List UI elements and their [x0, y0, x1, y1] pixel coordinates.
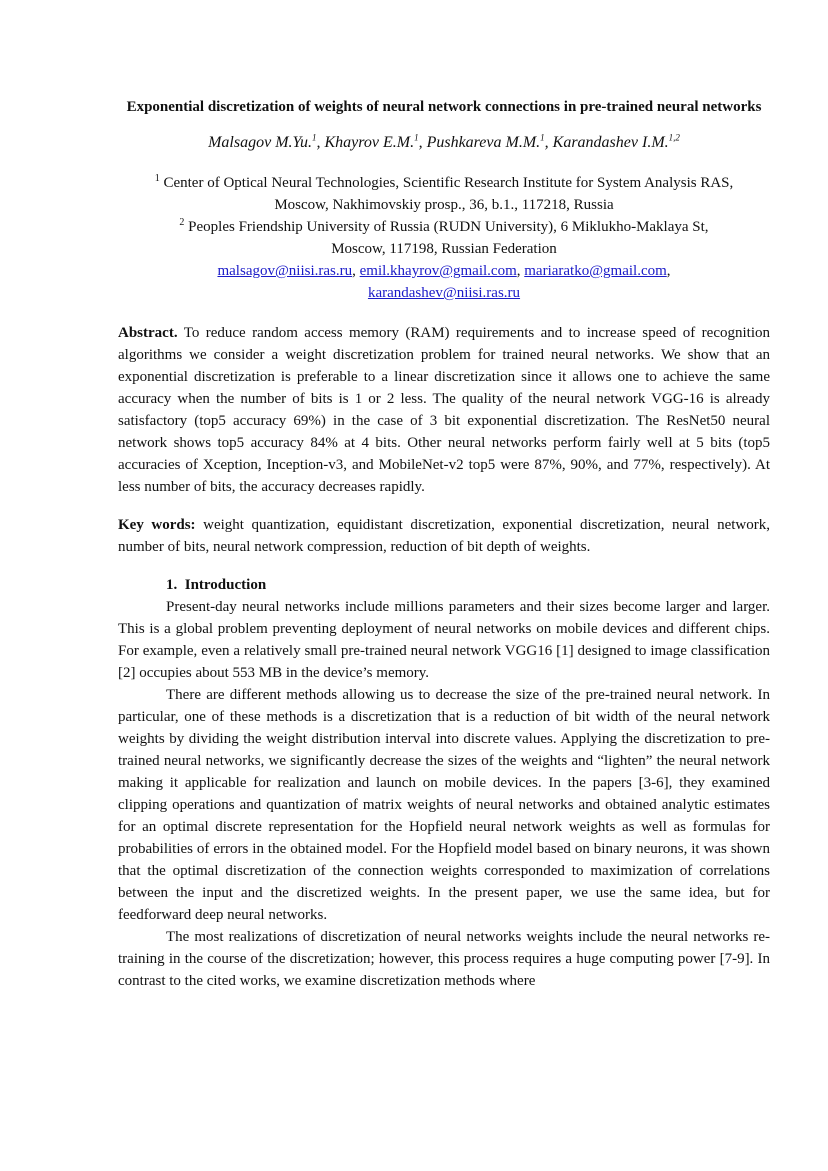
affiliation-2-line-1: $^2$ Peoples Friendship University of Russia (RUDN University), 6 Miklukho-Maklaya St,	[179, 217, 709, 235]
body-paragraph: The most realizations of discretization of neural networks weights include the neural networks re-training in the course of the discretization; however, this process requires a huge computing power [7-9]. In contrast to the cited works, we examine discretization methods where	[118, 929, 770, 989]
paper-page	[118, 96, 770, 992]
affiliations	[118, 172, 770, 260]
paper-title: Exponential discretization of weights of neural network connections in pre-trained neural networks	[126, 99, 762, 115]
body-paragraph: Present-day neural networks include millions parameters and their sizes become larger and larger. This is a global problem preventing deployment of neural networks on mobile devices and different chips. For example, even a relatively small pre-trained neural network VGG16 [1] designed to image classification [2] occupies about 553 MB in the device’s memory.	[118, 599, 770, 681]
section-heading-introduction: 1. Introduction	[166, 577, 267, 593]
author-list	[118, 132, 770, 154]
author: Malsagov M.Yu.$^1$,	[208, 132, 325, 151]
email-link[interactable]: malsagov@niisi.ras.ru	[217, 263, 353, 279]
email-link[interactable]: emil.khayrov@gmail.com	[359, 263, 517, 279]
affiliation-1-line-2: Moscow, Nakhimovskiy prosp., 36, b.1., 117218, Russia	[274, 197, 614, 213]
email-link[interactable]: mariaratko@gmail.com	[524, 263, 667, 279]
email-list: malsagov@niisi.ras.ru, emil.khayrov@gmail.com, mariaratko@gmail.com, karandashev@niisi.ras.ru	[217, 263, 671, 301]
affiliation-2-line-2: Moscow, 117198, Russian Federation	[331, 241, 557, 257]
author: Pushkareva M.M.$^1$,	[426, 132, 553, 151]
abstract	[118, 322, 770, 498]
author: Khayrov E.M.$^1$,	[324, 132, 427, 151]
body-paragraph: There are different methods allowing us to decrease the size of the pre-trained neural network. In particular, one of these methods is a discretization that is a reduction of bit width of the neural network weights by dividing the weight distribution interval into discrete values. Applying the discretization to pre-trained neural networks, we significantly decrease the sizes of the weights and “lighten” the neural network making it applicable for realization and launch on mobile devices. In the papers [3-6], they examined clipping operations and quantization of matrix weights of neural networks and obtained analytic estimates for an optimal discrete representation for the Hopfield neural network weights as well as formulas for probabilities of errors in the obtained model. For the Hopfield model based on binary neurons, it was shown that the optimal discretization of the connection weights corresponded to maximization of correlations between the input and the discretized weights. In the present paper, we use the same idea, but for feedforward deep neural networks.	[118, 687, 770, 923]
abstract-label: Abstract.	[118, 325, 178, 341]
affiliation-1-line-1: $^1$ Center of Optical Neural Technologies, Scientific Research Institute for System Analysis RAS,	[154, 173, 734, 191]
author: Karandashev I.M.$^{1,2}$	[552, 132, 680, 151]
email-link[interactable]: karandashev@niisi.ras.ru	[367, 285, 521, 301]
keywords-text: weight quantization, equidistant discretization, exponential discretization, neural network, number of bits, neural network compression, reduction of bit depth of weights.	[118, 517, 770, 555]
abstract-text: To reduce random access memory (RAM) requirements and to increase speed of recognition algorithms we consider a weight discretization problem for trained neural networks. We show that an exponential discretization is preferable to a linear discretization since it allows one to achieve the same accuracy when the number of bits is 1 or 2 less. The quality of the neural network VGG-16 is already satisfactory (top5 accuracy 69%) in the case of 3 bit exponential discretization. The ResNet50 neural network shows top5 accuracy 84% at 4 bits. Other neural networks perform fairly well at 5 bits (top5 accuracies of Xception, Inception-v3, and MobileNet-v2 top5 were 87%, 90%, and 77%, respectively). At less number of bits, the accuracy decreases rapidly.	[118, 325, 770, 495]
keywords	[118, 514, 770, 558]
keywords-label: Key words:	[118, 517, 196, 533]
